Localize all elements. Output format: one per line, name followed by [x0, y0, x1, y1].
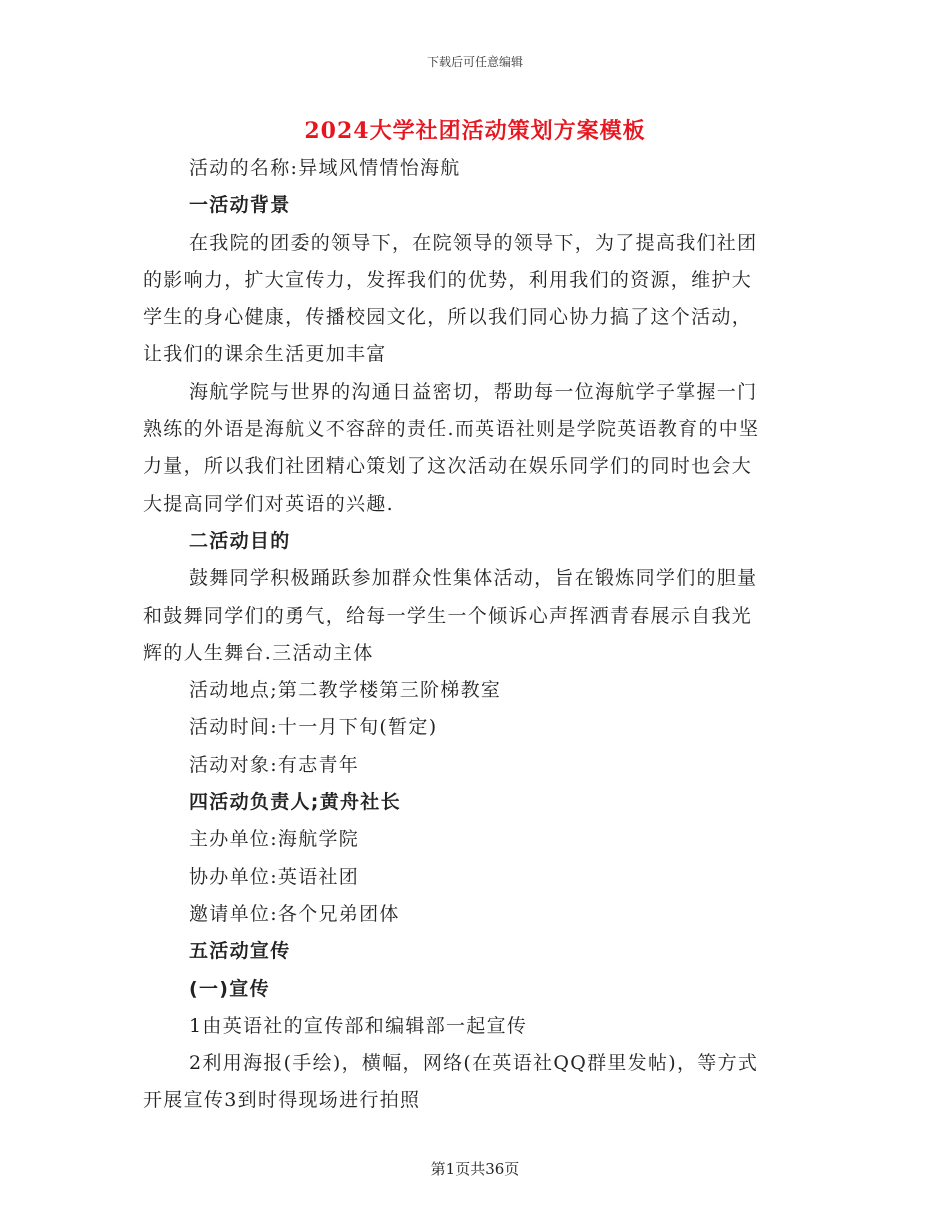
paragraph-line: 的影响力，扩大宣传力，发挥我们的优势，利用我们的资源，维护大 [143, 268, 753, 291]
section-heading: 五活动宣传 [189, 940, 291, 963]
page-header-note: 下载后可任意编辑 [426, 55, 523, 69]
paragraph-line: 活动地点;第二教学楼第三阶梯教室 [189, 679, 502, 702]
paragraph-line: 大提高同学们对英语的兴趣. [143, 492, 394, 515]
paragraph-line: 熟练的外语是海航义不容辞的责任.而英语社则是学院英语教育的中坚 [143, 418, 760, 441]
document-body [143, 150, 803, 1120]
section-heading: 四活动负责人;黄舟社长 [189, 791, 401, 814]
paragraph-line: 2利用海报(手绘)，横幅，网络(在英语社QQ群里发帖)，等方式 [189, 1052, 759, 1075]
page-number: 第1页共36页 [430, 1160, 520, 1178]
paragraph-line: 活动对象:有志青年 [189, 753, 360, 776]
paragraph-line: 邀请单位:各个兄弟团体 [189, 902, 400, 925]
paragraph-line: 让我们的课余生活更加丰富 [143, 343, 387, 366]
paragraph-line: 协办单位:英语社团 [189, 865, 360, 888]
paragraph-line: 海航学院与世界的沟通日益密切，帮助每一位海航学子掌握一门 [189, 380, 758, 403]
section-heading: 一活动背景 [189, 194, 291, 217]
paragraph-line: 在我院的团委的领导下，在院领导的领导下，为了提高我们社团 [189, 231, 758, 254]
paragraph-line: 辉的人生舞台.三活动主体 [143, 641, 374, 664]
paragraph-line: 学生的身心健康，传播校园文化，所以我们同心协力搞了这个活动， [143, 306, 753, 329]
document-title: 2024大学社团活动策划方案模板 [304, 118, 646, 144]
paragraph-line: 主办单位:海航学院 [189, 828, 360, 851]
paragraph-line: 力量，所以我们社团精心策划了这次活动在娱乐同学们的同时也会大 [143, 455, 753, 478]
paragraph-line: 和鼓舞同学们的勇气，给每一学生一个倾诉心声挥洒青春展示自我光 [143, 604, 753, 627]
paragraph-line: 开展宣传3到时得现场进行拍照 [143, 1089, 421, 1112]
section-heading: 二活动目的 [189, 529, 291, 552]
subsection-heading: (一)宣传 [189, 977, 270, 1000]
paragraph-line: 活动的名称:异域风情情怡海航 [189, 157, 461, 179]
paragraph-line: 1由英语社的宣传部和编辑部一起宣传 [189, 1014, 528, 1037]
paragraph-line: 活动时间:十一月下旬(暂定) [189, 716, 438, 739]
paragraph-line: 鼓舞同学积极踊跃参加群众性集体活动，旨在锻炼同学们的胆量 [189, 567, 758, 590]
